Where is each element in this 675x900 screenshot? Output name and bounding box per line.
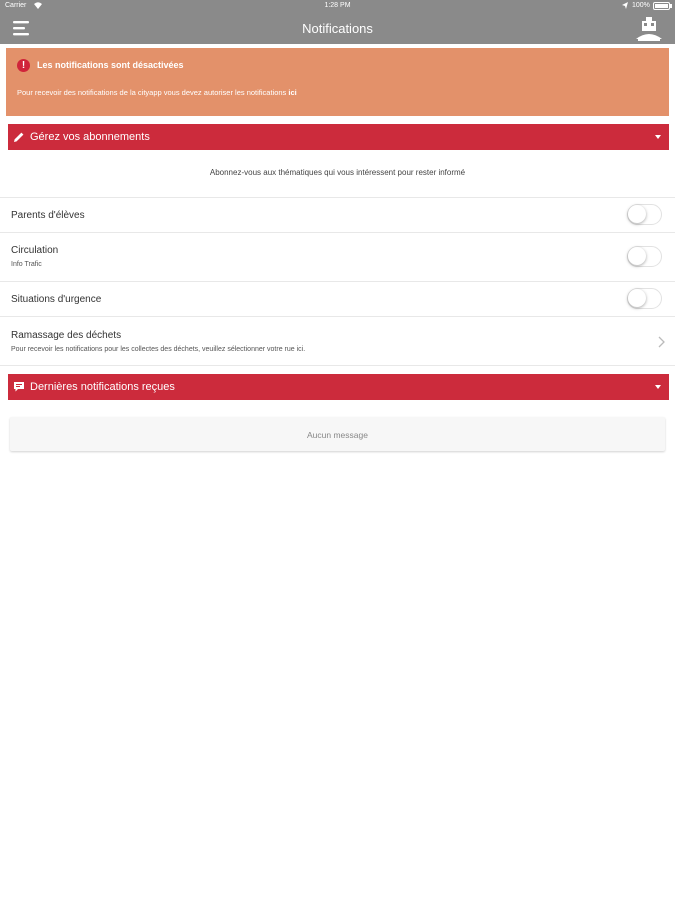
alert-title: Les notifications sont désactivées bbox=[37, 60, 184, 70]
parents-toggle[interactable] bbox=[627, 204, 662, 225]
urgence-toggle[interactable] bbox=[627, 288, 662, 309]
list-item-label: Circulation bbox=[11, 245, 59, 256]
toggle-knob bbox=[628, 205, 646, 223]
subscriptions-intro: Abonnez-vous aux thématiques qui vous intéressent pour rester informé bbox=[209, 168, 466, 177]
message-icon bbox=[13, 381, 25, 393]
subscriptions-header-label: Gérez vos abonnements bbox=[30, 131, 150, 143]
exclamation-icon: ! bbox=[17, 59, 30, 72]
empty-message-text: Aucun message bbox=[307, 430, 368, 440]
list-item-circulation bbox=[0, 232, 675, 281]
list-item-dechets[interactable] bbox=[0, 316, 675, 366]
circulation-toggle[interactable] bbox=[627, 246, 662, 267]
caret-down-icon bbox=[655, 135, 661, 139]
empty-messages-card bbox=[10, 417, 665, 451]
enable-notifications-link[interactable]: ici bbox=[288, 88, 297, 97]
nav-bar bbox=[0, 12, 675, 44]
list-item-parents bbox=[0, 197, 675, 232]
list-item-sublabel: Info Trafic bbox=[11, 261, 42, 268]
status-bar bbox=[0, 0, 675, 12]
battery-icon bbox=[653, 2, 670, 10]
chevron-right-icon bbox=[657, 336, 665, 348]
notifications-disabled-alert bbox=[6, 48, 669, 116]
battery-tip bbox=[670, 4, 672, 8]
list-item-label: Situations d'urgence bbox=[11, 294, 102, 305]
battery-percent: 100% bbox=[632, 2, 650, 9]
pencil-icon bbox=[13, 131, 25, 143]
page-title: Notifications bbox=[302, 21, 373, 36]
toggle-knob bbox=[628, 289, 646, 307]
list-item-sublabel: Pour recevoir les notifications pour les collectes des déchets, veuillez sélectionner votre rue ici. bbox=[11, 346, 306, 353]
city-logo-icon[interactable] bbox=[634, 15, 664, 42]
alert-text bbox=[17, 88, 297, 97]
list-item-label: Ramassage des déchets bbox=[11, 330, 122, 341]
list-item-urgence bbox=[0, 281, 675, 316]
recent-header-label: Dernières notifications reçues bbox=[30, 381, 175, 393]
list-item-label: Parents d'élèves bbox=[11, 210, 85, 221]
caret-down-icon bbox=[655, 385, 661, 389]
clock-label: 1:28 PM bbox=[324, 2, 351, 9]
subscriptions-header[interactable] bbox=[8, 124, 669, 150]
location-arrow-icon bbox=[621, 1, 629, 10]
toggle-knob bbox=[628, 247, 646, 265]
carrier-label: Carrier bbox=[5, 2, 27, 9]
alert-message: Pour recevoir des notifications de la cityapp vous devez autoriser les notifications bbox=[17, 88, 287, 97]
recent-notifications-header[interactable] bbox=[8, 374, 669, 400]
